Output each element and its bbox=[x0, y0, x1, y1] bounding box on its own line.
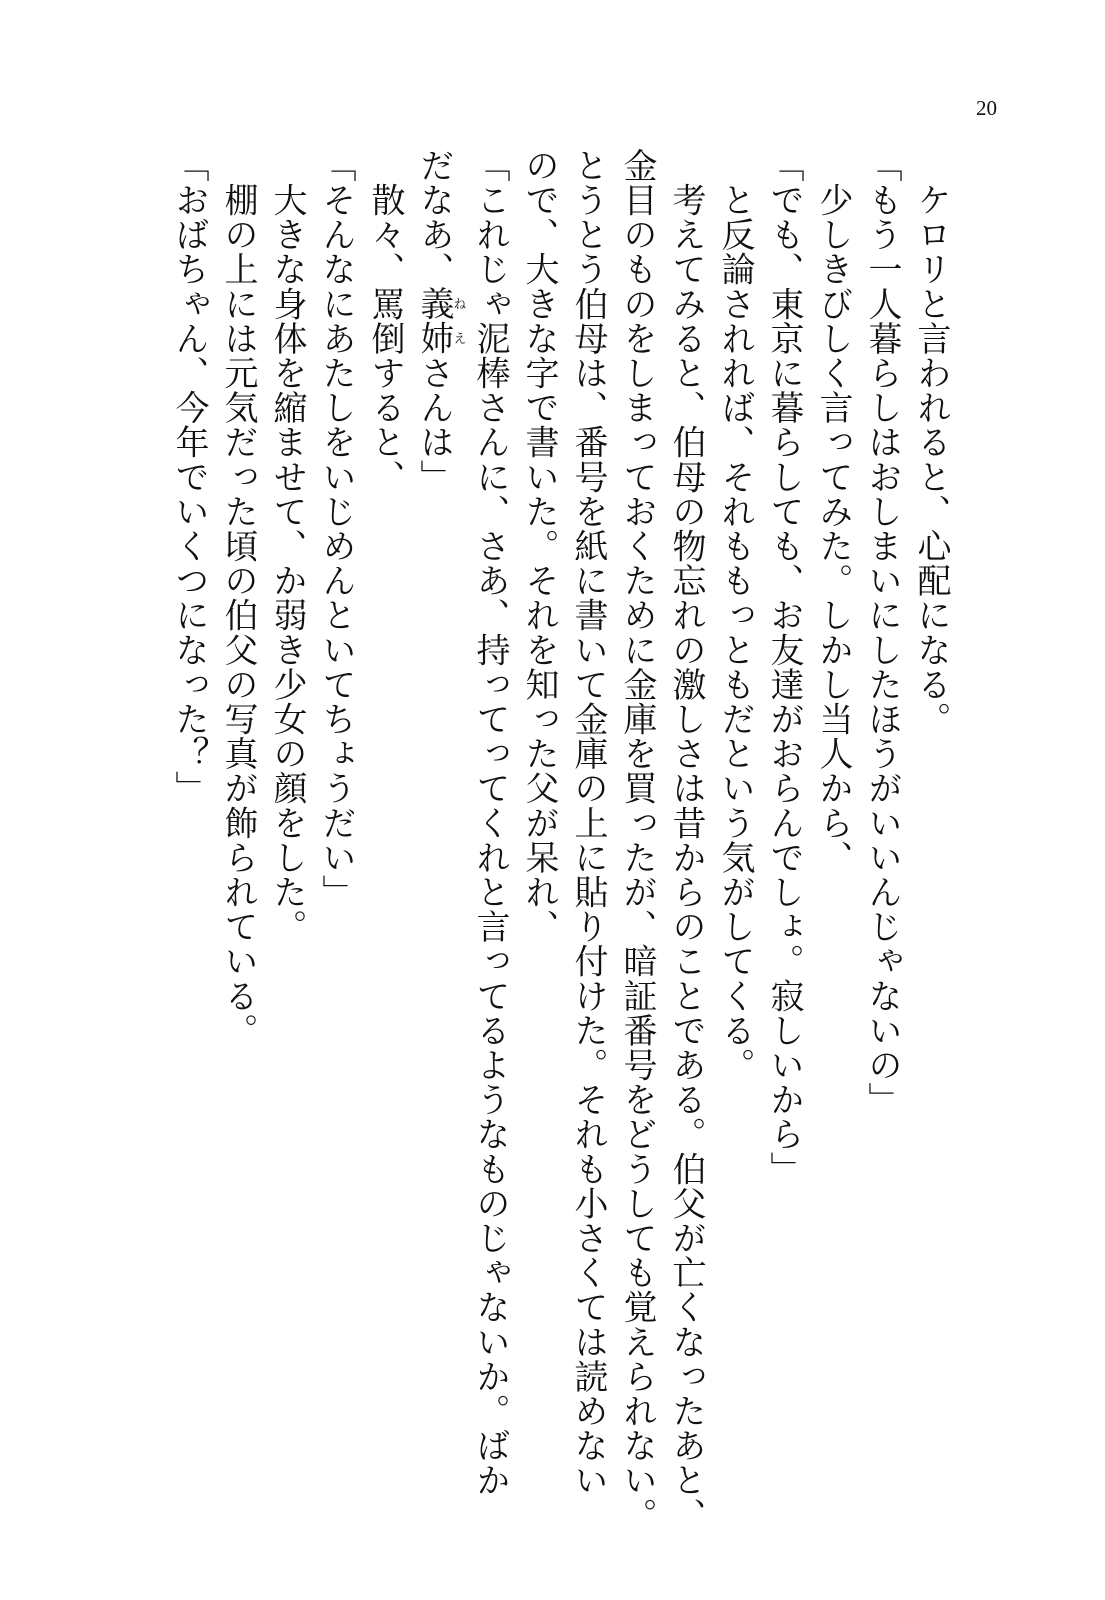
ruby-line-after: さんは」 bbox=[414, 355, 454, 495]
vertical-text-body bbox=[164, 148, 955, 1548]
text-line: と反論されれば、それももっともだという気がしてくる。 bbox=[715, 148, 755, 1083]
text-line-with-ruby bbox=[409, 148, 465, 1548]
ruby-reading: ねえ bbox=[450, 286, 466, 356]
text-line: 「そんなにあたしをいじめんといてちょうだい」 bbox=[316, 148, 356, 910]
text-line: 考えてみると、伯母の物忘れの激しさは昔からのことである。伯父が亡くなったあと、 bbox=[666, 148, 706, 1532]
text-line: ケロリと言われると、心配になる。 bbox=[911, 148, 951, 737]
text-line: とうとう伯母は、番号を紙に書いて金庫の上に貼り付けた。それも小さくては読めない bbox=[568, 148, 608, 1498]
text-line: 散々、罵倒すると、 bbox=[365, 148, 405, 494]
text-line: 大きな身体を縮ませて、か弱き少女の顔をした。 bbox=[267, 148, 307, 944]
text-line: 「おばちゃん、今年でいくつになった？」 bbox=[169, 148, 209, 806]
ruby-line-before: だなあ、 bbox=[414, 148, 454, 287]
ruby-base: 義姉 bbox=[414, 286, 454, 356]
text-line: 「これじゃ泥棒さんに、さあ、持ってってくれと言ってるようなものじゃないか。ばか bbox=[470, 148, 510, 1498]
ruby-annotation bbox=[414, 286, 466, 356]
page-number: 20 bbox=[976, 96, 997, 120]
text-line: 棚の上には元気だった頃の伯父の写真が飾られている。 bbox=[218, 148, 258, 1048]
text-line: 少しきびしく言ってみた。しかし当人から、 bbox=[813, 148, 853, 875]
text-line: 「もう一人暮らしはおしまいにしたほうがいいんじゃないの」 bbox=[862, 148, 902, 1117]
text-line: 「でも、東京に暮らしても、お友達がおらんでしょ。寂しいから」 bbox=[764, 148, 804, 1186]
text-line: 金目のものをしまっておくために金庫を買ったが、暗証番号をどうしても覚えられない。 bbox=[617, 148, 657, 1532]
text-line: ので、大きな字で書いた。それを知った父が呆れ、 bbox=[519, 148, 559, 944]
